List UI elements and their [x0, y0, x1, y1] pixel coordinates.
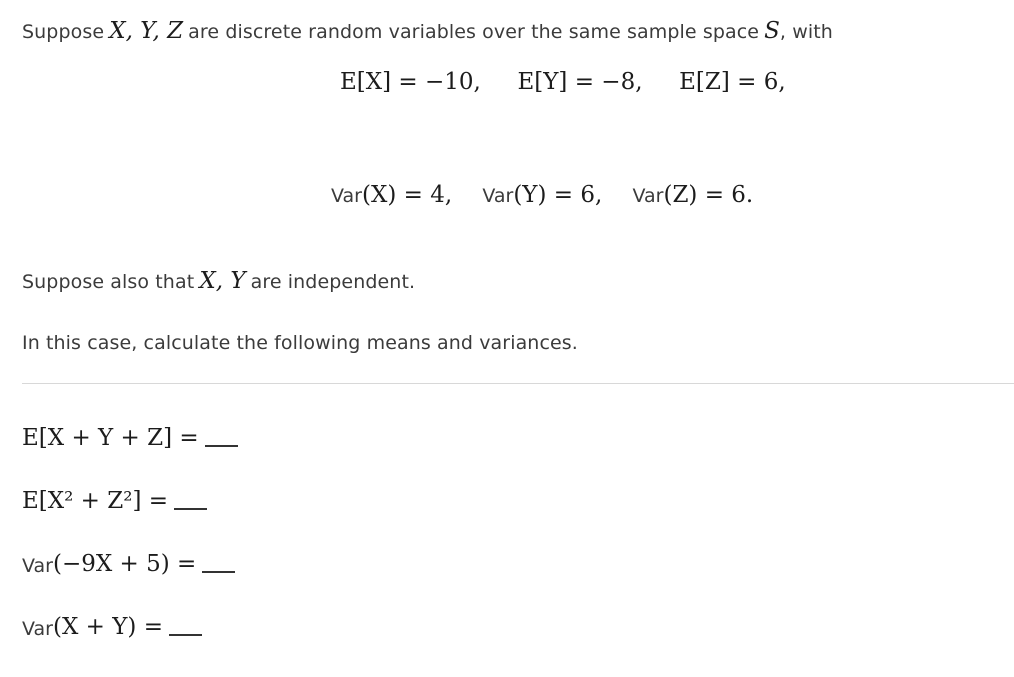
- question-2-label: E[X² + Z²] =: [22, 488, 169, 514]
- var-x: (X) = 4,: [361, 182, 453, 208]
- independence-post: are independent.: [250, 271, 416, 293]
- answer-blank-3[interactable]: [202, 570, 235, 573]
- expectation-z: E[Z] = 6,: [679, 69, 786, 95]
- intro-space: S: [764, 18, 780, 44]
- answer-blank-1[interactable]: [205, 444, 238, 447]
- var-z-word: Var: [632, 185, 664, 207]
- intro-post: are discrete random variables over the same sample space: [188, 21, 760, 43]
- question-4-label: (X + Y) =: [52, 614, 163, 640]
- question-1: [22, 425, 238, 451]
- independence-line: [22, 268, 415, 294]
- question-1-label: E[X + Y + Z] =: [22, 425, 199, 451]
- independence-pre: Suppose also that: [22, 271, 195, 293]
- independence-vars: X, Y: [199, 268, 246, 294]
- intro-line: [22, 18, 833, 44]
- intro-pre: Suppose: [22, 21, 105, 43]
- question-3-word: Var: [22, 555, 53, 577]
- variances-line: [331, 182, 753, 208]
- question-3-label: (−9X + 5) =: [52, 551, 197, 577]
- intro-vars: X, Y, Z: [109, 18, 184, 44]
- instruction-text: In this case, calculate the following means and variances.: [22, 332, 578, 354]
- answer-blank-2[interactable]: [174, 507, 207, 510]
- question-4-word: Var: [22, 618, 53, 640]
- var-y-word: Var: [482, 185, 514, 207]
- intro-end: , with: [779, 21, 833, 43]
- question-4: [22, 614, 202, 640]
- expectation-x: E[X] = −10,: [340, 69, 481, 95]
- expectations-line: [340, 69, 786, 95]
- divider: [22, 383, 1014, 384]
- var-x-word: Var: [331, 185, 362, 207]
- var-z: (Z) = 6.: [663, 182, 754, 208]
- answer-blank-4[interactable]: [169, 633, 202, 636]
- var-y: (Y) = 6,: [513, 182, 603, 208]
- question-3: [22, 551, 235, 577]
- question-2: [22, 488, 207, 514]
- expectation-y: E[Y] = −8,: [517, 69, 643, 95]
